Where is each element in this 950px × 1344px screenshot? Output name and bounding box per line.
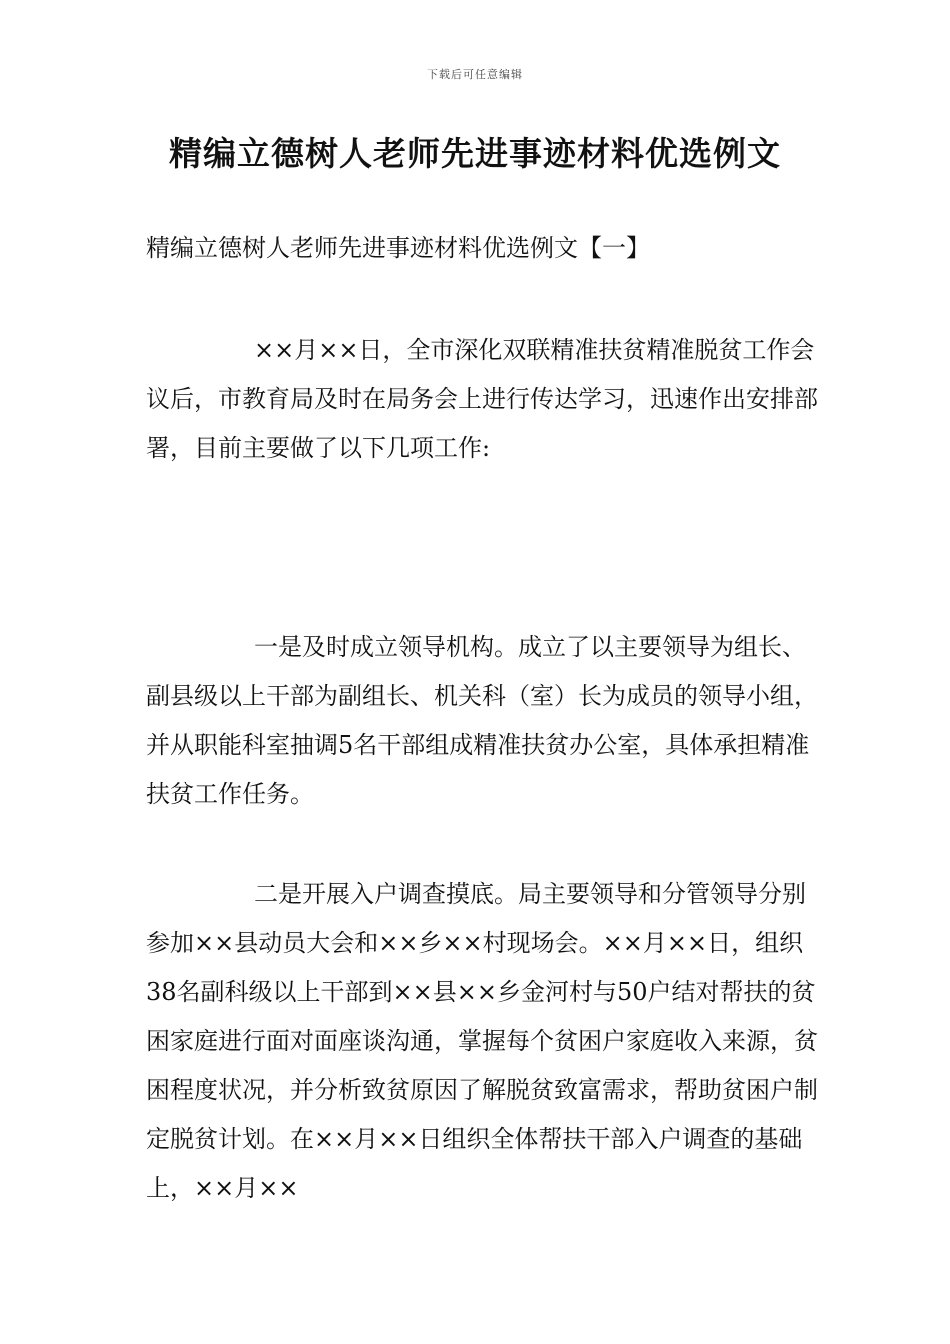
- document-title: 精编立德树人老师先进事迹材料优选例文: [169, 134, 781, 173]
- paragraph-leadership: 一是及时成立领导机构。成立了以主要领导为组长、副县级以上干部为副组长、机关科（室）长为成员的领导小组，并从职能科室抽调5名干部组成精准扶贫办公室，具体承担精准扶贫工作任务。: [146, 633, 818, 808]
- paragraph-intro: ××月××日，全市深化双联精准扶贫精准脱贫工作会议后，市教育局及时在局务会上进行传达学习，迅速作出安排部署，目前主要做了以下几项工作:: [146, 336, 818, 462]
- header-note: 下载后可任意编辑: [427, 68, 523, 81]
- section-heading: 精编立德树人老师先进事迹材料优选例文【一】: [146, 234, 650, 262]
- paragraph-survey: 二是开展入户调查摸底。局主要领导和分管领导分别参加××县动员大会和××乡××村现场会。××月××日，组织38名副科级以上干部到××县××乡金河村与50户结对帮扶的贫困家庭进行面对面座谈沟通，掌握每个贫困户家庭收入来源，贫困程度状况，并分析致贫原因了解脱贫致富需求，帮助贫困户制定脱贫计划。在××月××日组织全体帮扶干部入户调查的基础上，××月××: [146, 880, 818, 1202]
